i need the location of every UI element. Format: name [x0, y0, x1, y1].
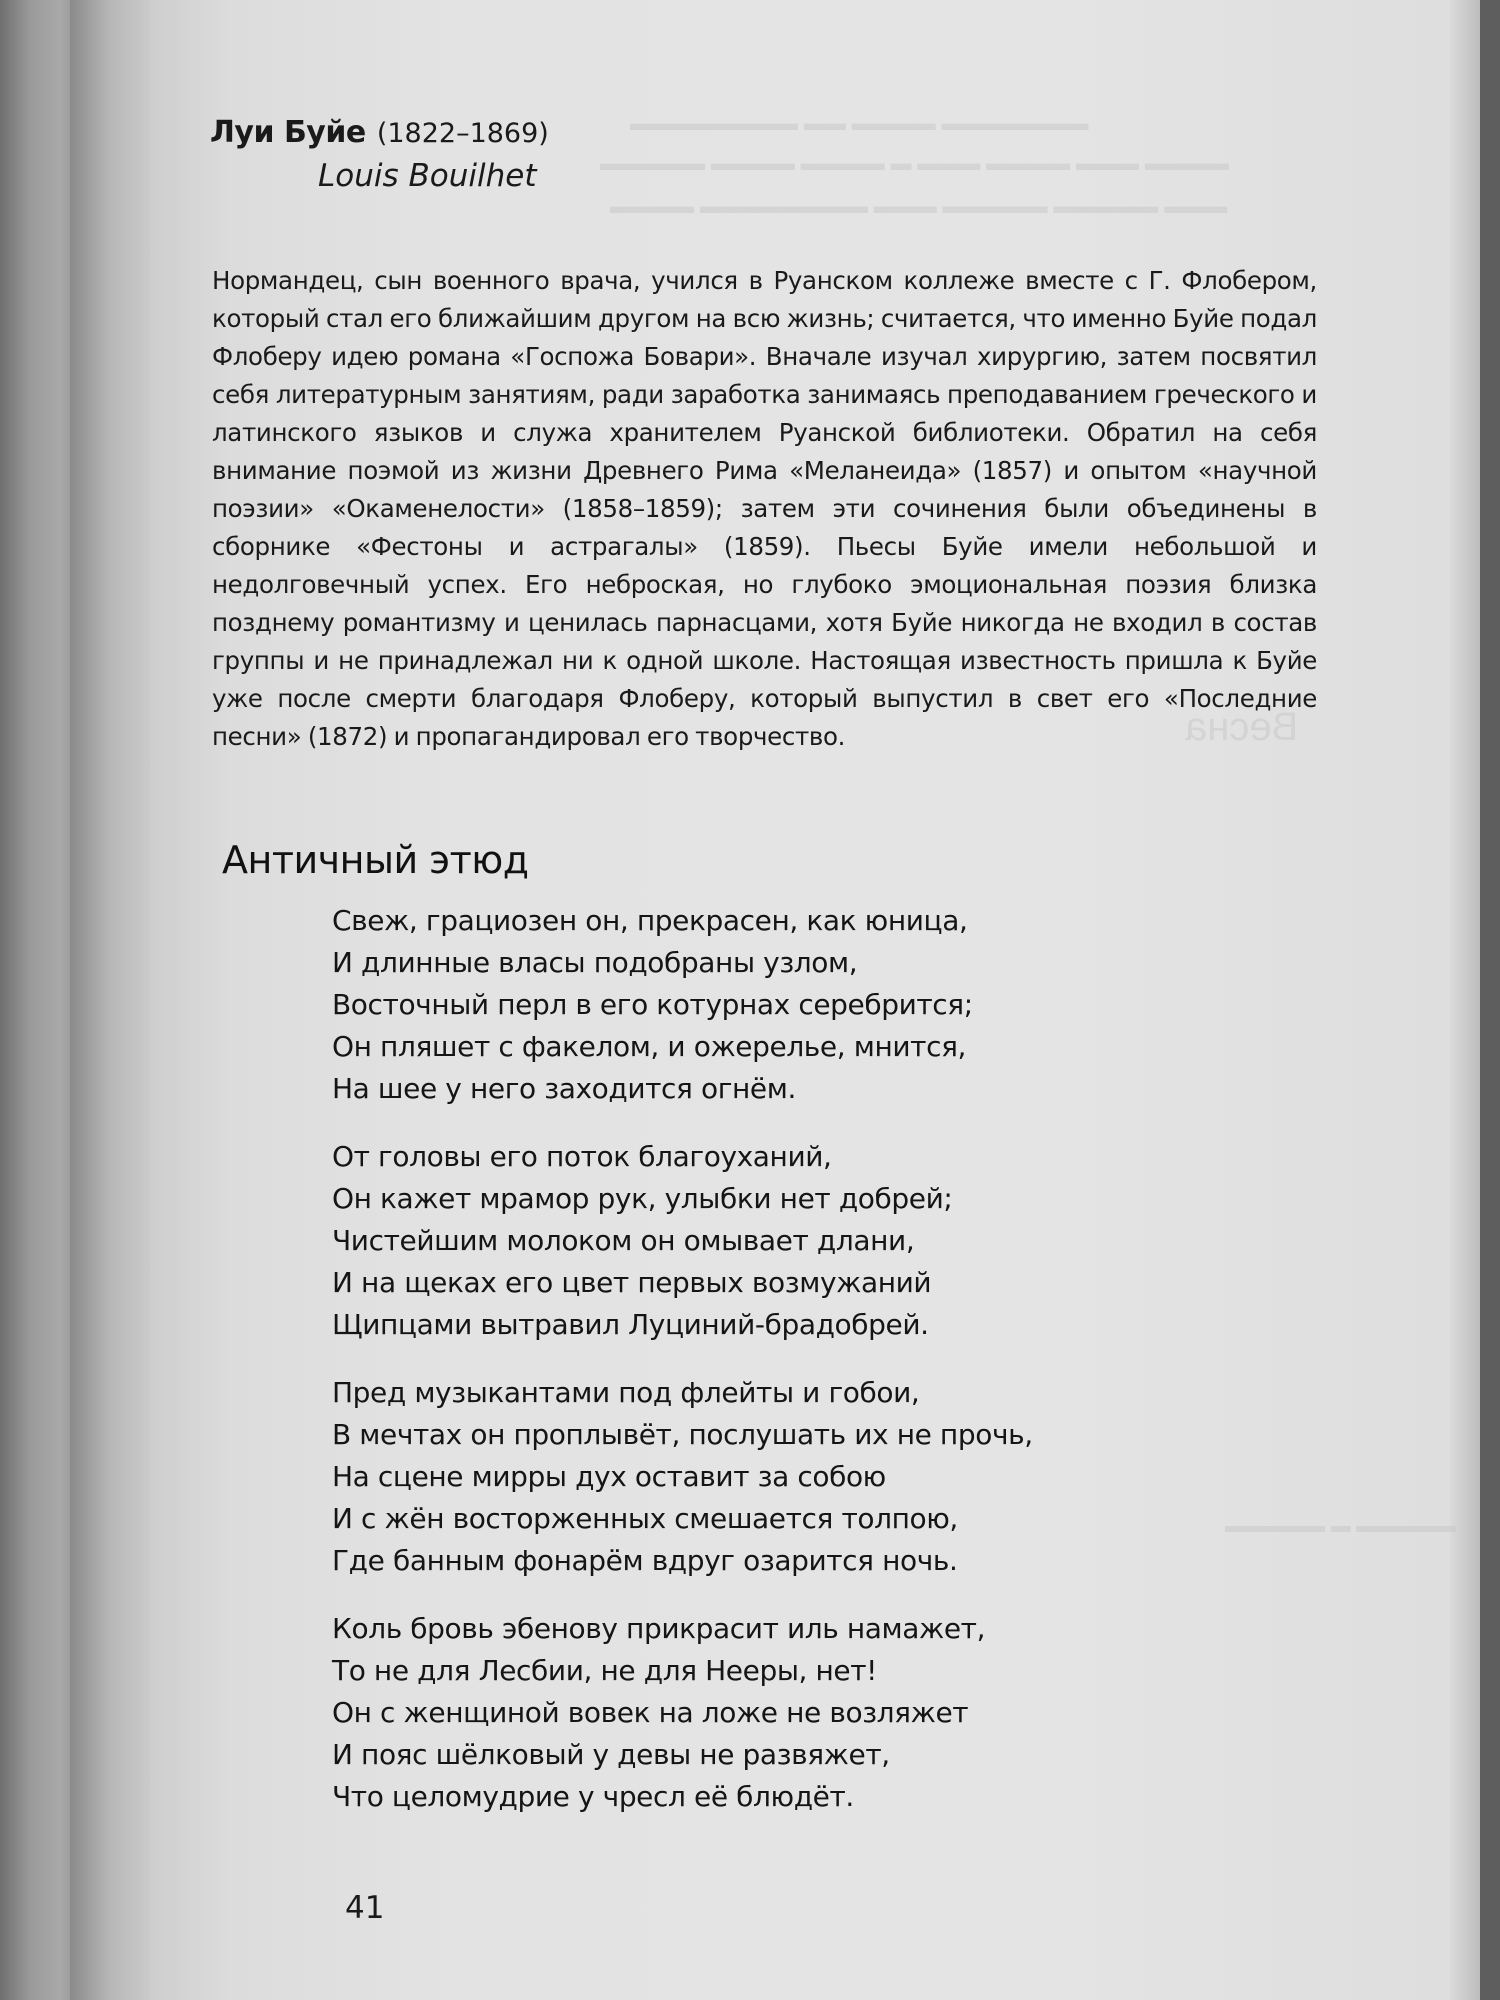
poem-line: Щипцами вытравил Луциний-брадобрей.: [332, 1308, 929, 1341]
page-edge: [1450, 0, 1480, 2000]
poem-line: Что целомудрие у чресл её блюдёт.: [332, 1780, 854, 1813]
show-through-line: ▬▬▬▬ ▬▬▬ ▬▬▬▬ ▬▬▬ ▬ ▬▬▬▬ ▬▬▬▬ ▬▬▬▬▬: [600, 152, 1229, 175]
author-name: Луи Буйе: [210, 115, 366, 150]
poem-line: Свеж, грациозен он, прекрасен, как юница,: [332, 904, 968, 937]
show-through-line: ▬▬▬ ▬▬▬▬▬ ▬▬▬▬▬ ▬▬▬ ▬▬▬▬▬▬▬▬ ▬▬▬▬: [610, 195, 1228, 218]
poem-line: Восточный перл в его котурнах серебрится;: [332, 988, 973, 1021]
show-through-heading: Весна: [1185, 705, 1299, 749]
poem-line: На шее у него заходится огнём.: [332, 1072, 796, 1105]
poem-line: В мечтах он проплывёт, послушать их не прочь,: [332, 1418, 1033, 1451]
poem-line: Чистейшим молоком он омывает длани,: [332, 1224, 915, 1257]
poem-stanza: [332, 1136, 1033, 1346]
author-header: [210, 115, 549, 194]
poem-line: Где банным фонарём вдруг озарится ночь.: [332, 1544, 958, 1577]
show-through-line: ▬▬▬▬▬ ▬ ▬▬▬▬▬: [1225, 1515, 1457, 1537]
poem-line: И длинные власы подобраны узлом,: [332, 946, 858, 979]
poem-line: От головы его поток благоуханий,: [332, 1140, 832, 1173]
poem-title: Античный этюд: [222, 838, 529, 882]
poem-line: И на щеках его цвет первых возмужаний: [332, 1266, 932, 1299]
poem-body: [332, 900, 1033, 1844]
author-dates: (1822–1869): [376, 118, 549, 149]
show-through-line: ▬▬▬▬▬▬▬ ▬▬▬▬ ▬▬ ▬▬▬▬▬▬▬▬: [630, 112, 1089, 135]
poem-line: Пред музыкантами под флейты и гобои,: [332, 1376, 920, 1409]
poem-line: Он кажет мрамор рук, улыбки нет добрей;: [332, 1182, 953, 1215]
poem-stanza: [332, 900, 1033, 1110]
poem-stanza: [332, 1608, 1033, 1818]
poem-line: Он с женщиной вовек на ложе не возляжет: [332, 1696, 969, 1729]
poem-stanza: [332, 1372, 1033, 1582]
author-biography: Нормандец, сын военного врача, учился в Руанском коллеже вместе с Г. Флобером, который стал его ближайшим другом на всю жизнь; считается, что именно Буйе подал Флоберу идею романа «Госпожа Бовари». Вначале изучал хирургию, затем посвятил себя литературным занятиям, ради заработка занимаясь преподаванием греческого и латинского языков и служа хранителем Руанской библиотеки. Обратил на себя внимание поэмой из жизни Древнего Рима «Меланеида» (1857) и опытом «научной поэзии» «Окаменелости» (1858–1859); затем эти сочинения были объединены в сборнике «Фестоны и астрагалы» (1859). Пьесы Буйе имели небольшой и недолговечный успех. Его неброская, но глубоко эмоциональная поэзия близка позднему романтизму и ценилась парнасцами, хотя Буйе никогда не входил в состав группы и не принадлежал ни к одной школе. Настоящая известность пришла к Буйе уже после смерти благодаря Флоберу, который выпустил в свет его «Последние песни» (1872) и пропагандировал его творчество.: [212, 266, 1317, 751]
poem-line: И пояс шёлковый у девы не развяжет,: [332, 1738, 890, 1771]
poem-line: То не для Лесбии, не для Нееры, нет!: [332, 1654, 877, 1687]
page-number: 41: [345, 1890, 385, 1926]
poem-line: На сцене мирры дух оставит за собою: [332, 1460, 886, 1493]
poem-line: Коль бровь эбенову прикрасит иль намажет,: [332, 1612, 986, 1645]
poem-line: И с жён восторженных смешается толпою,: [332, 1502, 958, 1535]
author-latin-name: Louis Bouilhet: [318, 158, 537, 194]
poem-line: Он пляшет с факелом, и ожерелье, мнится,: [332, 1030, 967, 1063]
